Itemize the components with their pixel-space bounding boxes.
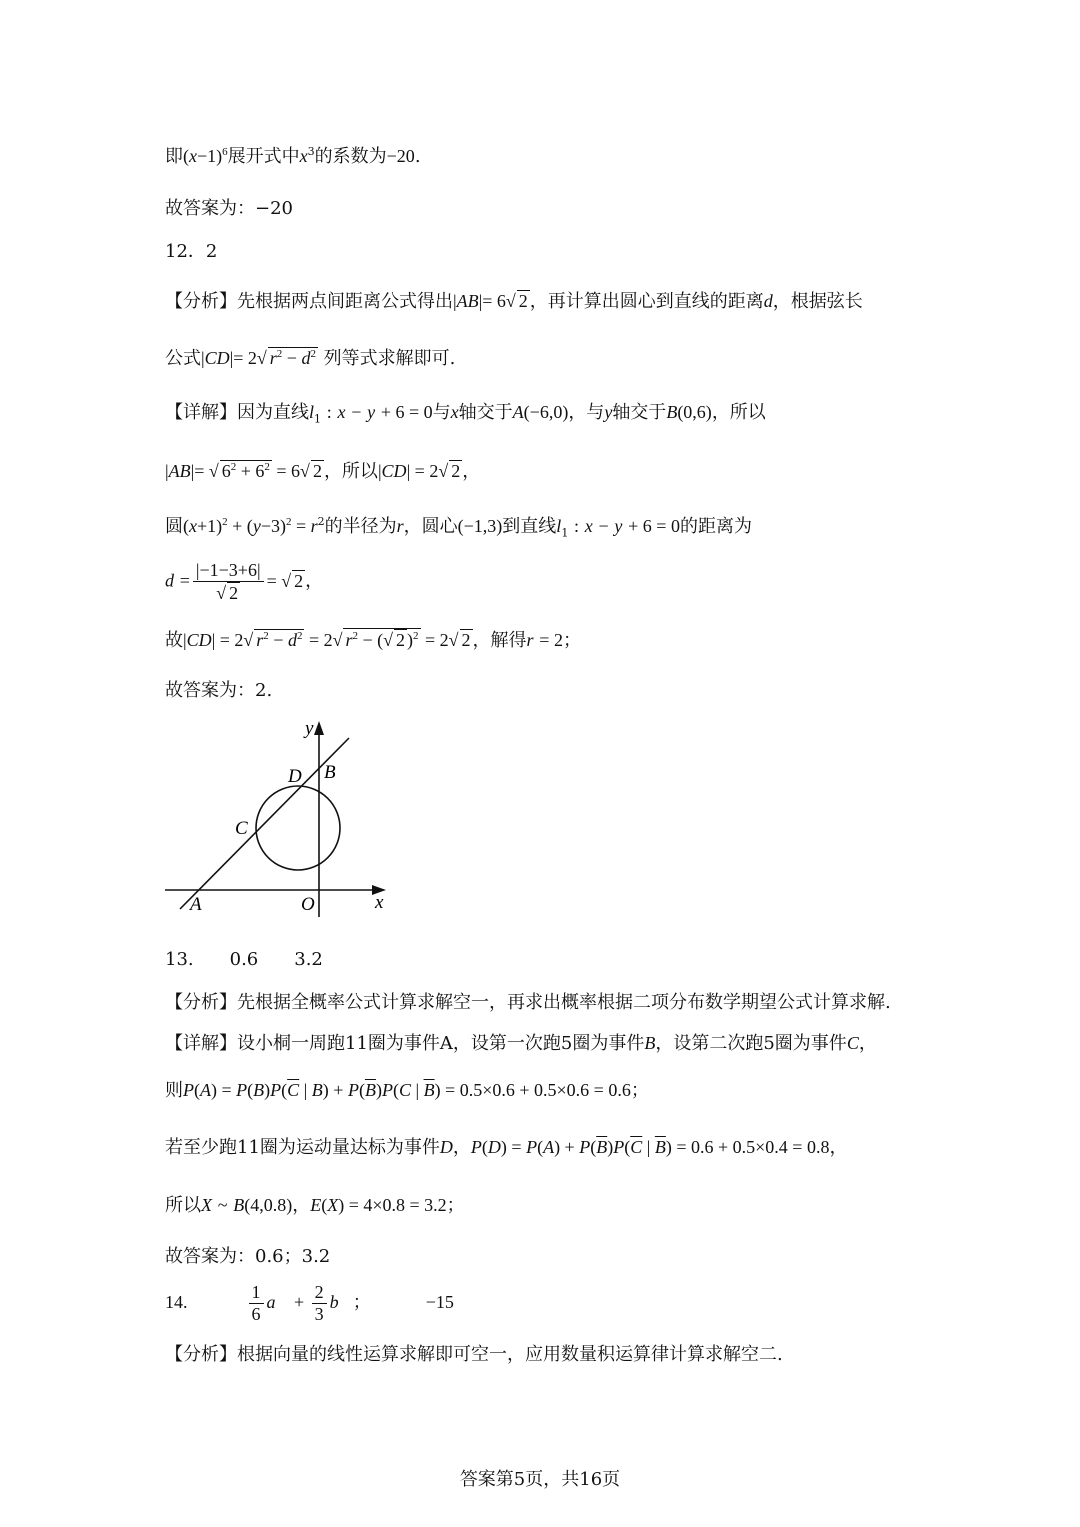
line-11: 故答案为：2.: [165, 680, 273, 701]
line-5: 公式|CD|= 2√ $r^2 - d^2$ 列等式求解即可.: [165, 348, 456, 369]
line-1: [165, 145, 421, 168]
label-d: D: [288, 766, 302, 787]
line-12-question-13: 13. 0.6 3.2: [165, 949, 323, 970]
coordinate-figure: [160, 712, 400, 922]
line-9: d = $\frac{|-1-3+6|}{√ 2}$ = √ 2 ，: [165, 560, 324, 603]
label-origin: O: [301, 894, 315, 915]
line-20-analysis: 【分析】根据向量的线性运算求解即可空一，应用数量积运算律计算求解空二.: [165, 1344, 783, 1365]
line-13-analysis: 【分析】先根据全概率公式计算求解空一，再求出概率根据二项分布数学期望公式计算求解.: [165, 992, 891, 1013]
label-y: y: [305, 718, 314, 739]
line-7: |AB|= √ $6^2 + 6^2 = 6√$ 2 ，所以|CD| = 2√ 2 ，: [165, 461, 481, 482]
circle: [256, 786, 340, 870]
label-c: C: [235, 818, 248, 839]
line-4-analysis: 【分析】先根据两点间距离公式得出|AB|= 6√ 2 ，再计算出圆心到直线的距离d，根据弦长: [165, 291, 863, 312]
line-15: 则$P(A) = P(B)P(\overline{C}$ | $B) + P(\overline{B})P(C$ | $\overline{B}) = 0.5\times 0.6 + 0.5\times 0.6 = 0.6$；: [165, 1080, 649, 1101]
line-18: 故答案为：0.6；3.2: [165, 1246, 331, 1267]
label-b: B: [324, 762, 336, 783]
line-16: 若至少跑11圈为运动量达标为事件D，$P(D) = P(A) + P(\overline{B})P(\overline{C}$ | $\overline{B}) = 0.6 + 0.5\times 0.4 = 0.8$，: [165, 1137, 848, 1158]
line-6-detail: 【详解】因为直线$l_1$ : x − y + 6 = 0与x轴交于A(−6,0)，与y轴交于B(0,6)，所以: [165, 402, 766, 426]
line-17: 所以X ~ B(4,0.8)，E(X) = 4×0.8 = 3.2；: [165, 1195, 465, 1216]
line-1-text: 即$(x-1)^6$展开式中$x^3$的系数为−20.: [165, 145, 421, 167]
line-19-question-14: 14. $\frac{1}{6}$ a⃗ + $\frac{2}{3}$ b⃗； −15: [165, 1282, 454, 1324]
line-2: 故答案为：−20: [165, 198, 293, 219]
page-footer: 答案第5页，共16页: [459, 1469, 621, 1490]
line-3-question-12: 12．2: [165, 241, 218, 262]
line-14-detail: 【详解】设小桐一周跑11圈为事件A，设第一次跑5圈为事件B，设第二次跑5圈为事件C，: [165, 1033, 877, 1054]
line-10: 故|CD| = 2√ $r^2 - d^2 = 2√$ $r^2$ − (√ 2 )$^2$ = 2√ 2 ，解得r = 2；: [165, 630, 581, 651]
line-8: 圆$(x+1)^2 + (y-3)^2 = r^2$的半径为r，圆心(−1,3)到直线$l_1$ : x − y + 6 = 0的距离为: [165, 515, 752, 540]
label-a: A: [190, 894, 202, 915]
y-axis-arrow: [314, 721, 324, 735]
label-x: x: [375, 892, 384, 913]
